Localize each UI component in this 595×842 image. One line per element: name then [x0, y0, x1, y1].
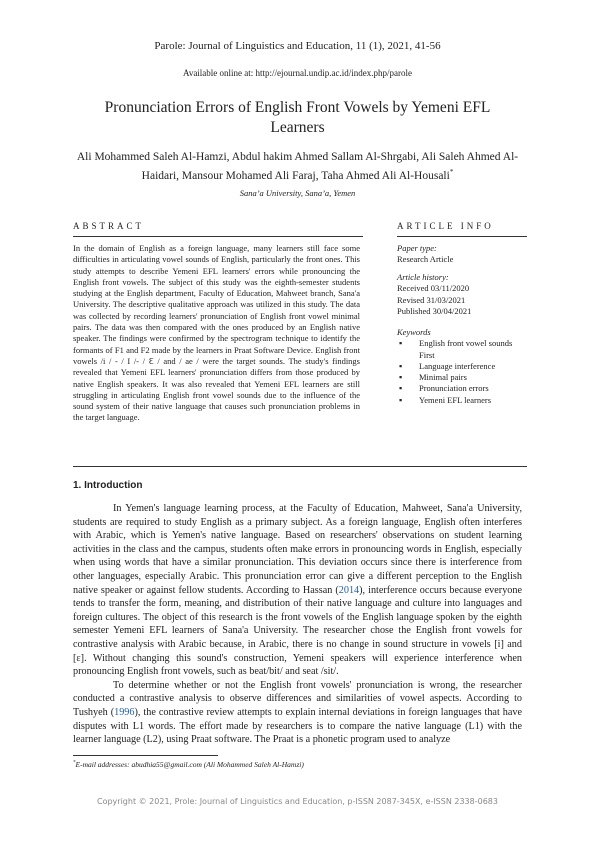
- introduction-heading: 1. Introduction: [73, 480, 143, 491]
- available-online-link[interactable]: Available online at: http://ejournal.undip.ac.id/index.php/parole: [182, 68, 413, 78]
- footnote-text: E-mail addresses: abudhia55@gmail.com (Ali Mohammed Saleh Al-Hamzi): [75, 760, 304, 769]
- footnote-mark: *: [73, 760, 76, 766]
- footnote: [73, 760, 522, 769]
- intro-p2-text-cont: ), the contrastive review attempts to explain internal deviations in foreign languages that have disputes with L1 words. The effort made by researchers is to compare the native language (L1) with the learner language (L2), using Praat software. The Praat is a phonetic program used to analyze: [73, 706, 522, 746]
- published-date: Published 30/04/2021: [397, 305, 472, 316]
- intro-paragraph-1: [73, 502, 522, 679]
- article-title: Pronunciation Errors of English Front Vowels by Yemeni EFL Learners: [104, 99, 491, 136]
- section-divider: [73, 466, 527, 467]
- affiliation: Sana’a University, Sana’a, Yemen: [239, 188, 356, 198]
- abstract-text: In the domain of English as a foreign language, many learners still face some difficulties in articulating vowel sounds of English, particularly the front ones. This study attempts to describe Yemeni EFL learners' errors while pronouncing the English front vowels. The subject of this study was the eighth-semester students studying at the English department, Faculty of Education, Mahweet branch, Sana'a University. The descriptive qualitative approach was utilized in this study. The data was collected by recording learners' pronunciation of English front vowel minimal pairs. The data was then compared with the ones produced by an English native speaker. The findings were confirmed by the spectrogram technique to identify the formants of F1 and F2 made by the learners in Praat Software Device. English front vowels /i / - / I /- / ℇ / and / ae / were the target sounds. The study's findings revealed that Yemeni EFL learners' pronunciation differs from those produced by native English speakers. It was also revealed that Yemeni EFL learners are still struggling in articulating English front vowel sounds due to the influence of the sound system of their native language that causes such pronunciation problems in the target language.: [73, 243, 360, 423]
- intro-paragraph-2: [73, 679, 522, 747]
- keywords-block: [397, 327, 527, 406]
- copyright-footer: Copyright © 2021, Prole: Journal of Linguistics and Education, p-ISSN 2087-345X, e-ISSN 2338-0683: [97, 797, 498, 806]
- received-date: Received 03/11/2020: [397, 283, 470, 294]
- paper-type-block: [397, 243, 527, 266]
- history-label: Article history:: [397, 272, 449, 282]
- citation-link[interactable]: 1996: [114, 706, 135, 718]
- abstract-rule: [73, 236, 363, 237]
- paper-type-label: Paper type:: [397, 243, 437, 253]
- article-info-rule: [397, 236, 527, 237]
- introduction-body: [73, 502, 522, 747]
- paper-type-value: Research Article: [397, 254, 454, 265]
- citation-link[interactable]: 2014: [338, 584, 360, 596]
- keyword-item: ▪ Minimal pairs: [397, 372, 527, 383]
- article-info-heading: ARTICLE INFO: [397, 221, 494, 231]
- keyword-item: ▪ Pronunciation errors: [397, 383, 527, 394]
- keywords-label: Keywords: [397, 327, 431, 337]
- intro-p2-text: To determine whether or not the English front vowels' pronunciation is wrong, the researcher conducted a contrastive analysis to observe differences and similarities of vowel aspects. According to Tushyeh (: [73, 679, 522, 718]
- keyword-list: [397, 338, 527, 406]
- corresponding-author-mark: *: [449, 168, 454, 176]
- authors-text: Ali Mohammed Saleh Al-Hamzi, Abdul hakim Ahmed Sallam Al-Shrgabi, Ali Saleh Ahmed Al-Haidari, Mansour Mohamed Ali Faraj, Taha Ahmed Ali Al-Housali: [76, 151, 519, 182]
- article-history-block: [397, 272, 527, 317]
- author-list: [70, 150, 525, 184]
- keyword-item: ▪ Language interference: [397, 361, 527, 372]
- keyword-item: ▪ Yemeni EFL learners: [397, 395, 527, 406]
- abstract-heading: ABSTRACT: [73, 221, 145, 231]
- keyword-item: ▪ English front vowel sounds First: [397, 338, 527, 361]
- intro-p1-text: In Yemen's language learning process, at the Faculty of Education, Mahweet, Sana'a University, students are required to study English as a primary subject. As a foreign language, English often interferes with Arabic, which is Yemen's native language. Based on researchers' observations on student learning activities in the class and the campus, students often make errors in pronouncing words in English, especially when using words that have a similar pronunciation. This deviation occurs since there is interference from other languages, especially Arabic. This pronunciation error can give a different perception to the English native speaker or against fellow students. According to Hassan (: [73, 503, 522, 596]
- intro-p1-text-cont: ), interference occurs because everyone tends to transfer the form, meaning, and distribution of their native language and culture into languages and foreign cultures. The object of this research is the front vowels of the English language spoken by the eighth semester Yemeni EFL learners of Sana'a University. The researcher chose the English front vowels for contrastive analysis with Arabic because, in Arabic, there is no change in sound structure in vowels [i] and [ε]. Without changing this sound's construction, Yemeni speakers will experience interference when pronouncing English front vowels, such as beat/bit/ and seat /sit/.: [73, 584, 522, 678]
- journal-citation: Parole: Journal of Linguistics and Education, 11 (1), 2021, 41-56: [154, 40, 441, 52]
- revised-date: Revised 31/03/2021: [397, 294, 466, 305]
- footnote-rule: [73, 755, 218, 756]
